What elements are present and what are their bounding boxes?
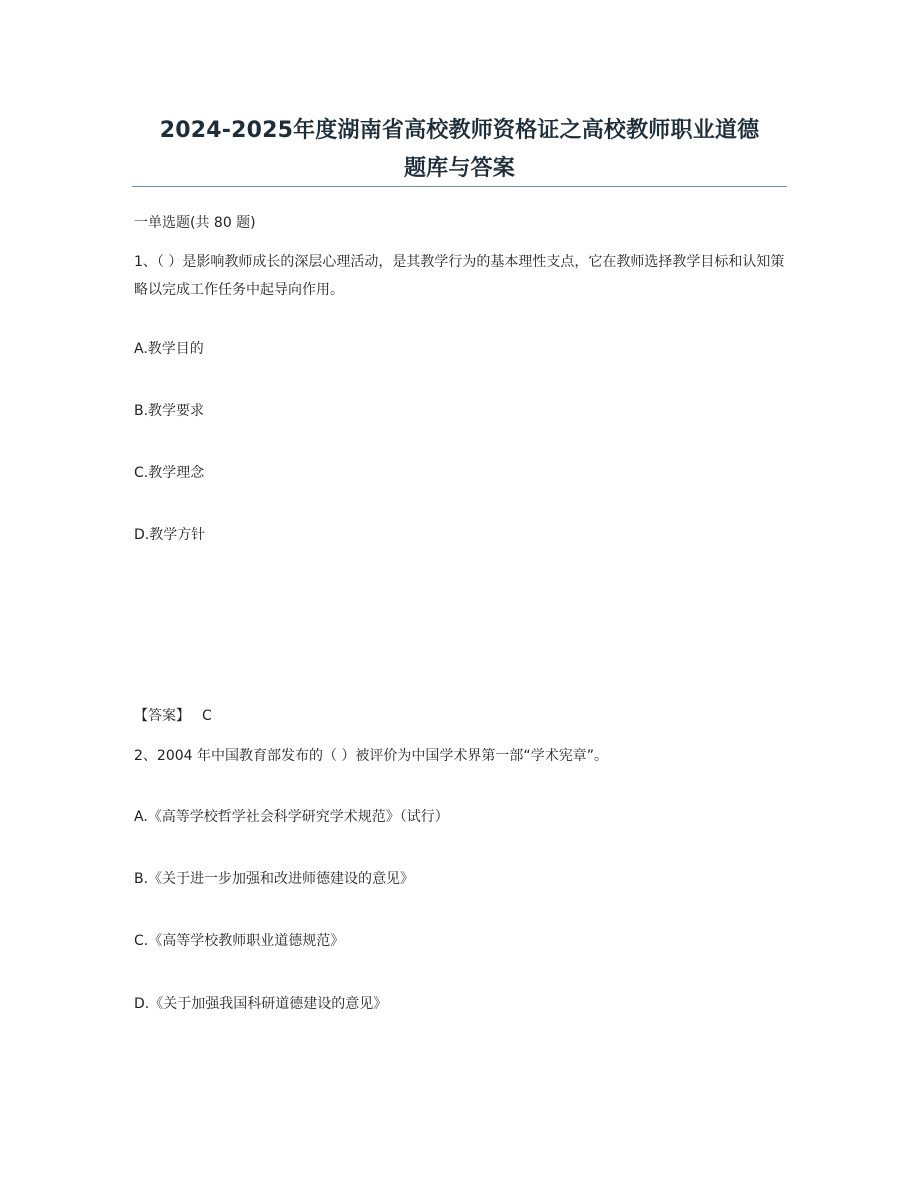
- question-1-stem: 1、（ ）是影响教师成长的深层心理活动，是其教学行为的基本理性支点，它在教师选择教学目标和认知策略以完成工作任务中起导向作用。: [134, 254, 785, 298]
- question-1-option-d: D.教学方针: [134, 527, 206, 543]
- answer-label: 【答案】: [134, 708, 190, 724]
- question-1-option-c: C.教学理念: [134, 465, 205, 481]
- question-2-option-a: A.《高等学校哲学社会科学研究学术规范》（试行）: [134, 809, 449, 825]
- question-1-option-b: B.教学要求: [134, 403, 205, 419]
- section-heading: 一单选题(共 80 题): [134, 215, 256, 231]
- question-1-option-a: A.教学目的: [134, 341, 204, 357]
- title-line-2: 题库与答案: [403, 156, 515, 181]
- question-1-answer: [134, 706, 212, 726]
- document-title: [132, 112, 787, 188]
- question-2-option-c: C.《高等学校教师职业道德规范》: [134, 933, 345, 949]
- title-divider: [132, 186, 787, 187]
- question-2-option-b: B.《关于进一步加强和改进师德建设的意见》: [134, 871, 415, 887]
- question-2-option-d: D.《关于加强我国科研道德建设的意见》: [134, 996, 388, 1012]
- title-line-1: 2024-2025年度湖南省高校教师资格证之高校教师职业道德: [159, 118, 760, 143]
- question-2-stem: 2、2004 年中国教育部发布的（ ）被评价为中国学术界第一部“学术宪章”。: [134, 748, 608, 764]
- answer-value: C: [202, 708, 212, 724]
